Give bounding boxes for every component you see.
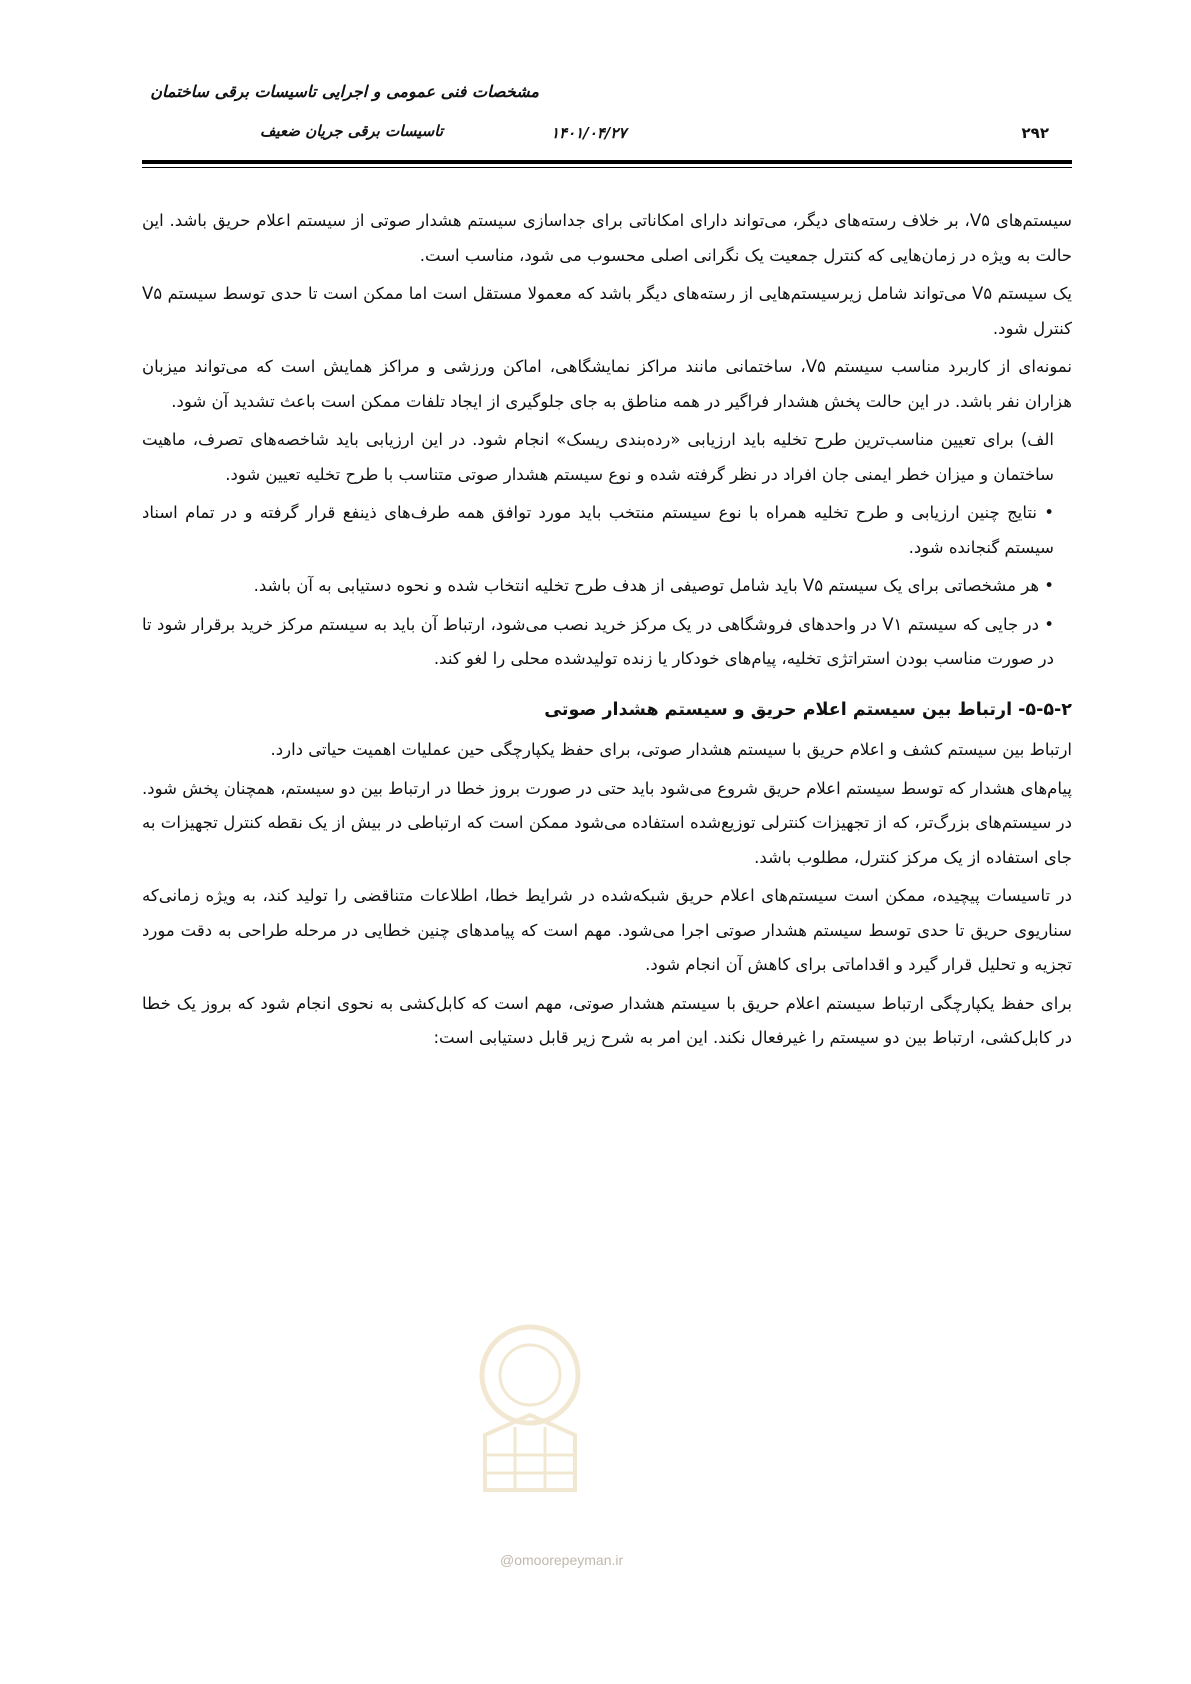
paragraph: ارتباط بین سیستم کشف و اعلام حریق با سیستم هشدار صوتی، برای حفظ یکپارچگی حین عملیات اهمیت حیاتی دارد. <box>270 740 1072 759</box>
paragraph: در تاسیسات پیچیده، ممکن است سیستم‌های اعلام حریق شبکه‌شده در شرایط خطا، اطلاعات متناقضی را تولید کند، به ویژه زمانی‌که سناریوی حریق تا حدی توسط سیستم هشدار صوتی اجرا می‌شود. مهم است که پیامدهای چنین خطایی در مرحله طراحی به دقت مورد تجزیه و تحلیل قرار گیرد و اقداماتی برای کاهش آن انجام شود. <box>142 886 1072 974</box>
bullet-item: • هر مشخصاتی برای یک سیستم V۵ باید شامل توصیفی از هدف طرح تخلیه انتخاب شده و نحوه دستیابی به آن باشد. <box>253 576 1054 595</box>
section-heading: ۵-۵-۲- ارتباط بین سیستم اعلام حریق و سیستم هشدار صوتی <box>544 699 1072 720</box>
header-rule-thick <box>142 160 1072 164</box>
page-number: ۲۹۲ <box>1021 124 1049 142</box>
watermark-text: @omoorepeyman.ir <box>500 1552 624 1568</box>
watermark-logo-icon <box>455 1315 605 1515</box>
document-body <box>142 204 1072 1060</box>
document-subtitle: تاسیسات برقی جریان ضعیف <box>259 122 443 140</box>
paragraph: نمونه‌ای از کاربرد مناسب سیستم V۵، ساختمانی مانند مراکز نمایشگاهی، اماکن ورزشی و مراکز همایش است که می‌تواند میزبان هزاران نفر باشد. در این حالت پخش هشدار فراگیر در همه مناطق به جای جلوگیری از ایجاد تلفات ممکن است باعث تشدید آن شود. <box>142 357 1073 411</box>
document-date: ۱۴۰۱/۰۴/۲۷ <box>551 124 627 142</box>
paragraph: پیام‌های هشدار که توسط سیستم اعلام حریق شروع می‌شود باید حتی در صورت بروز خطا در ارتباط بین دو سیستم، همچنان پخش شود. در سیستم‌های بزرگ‌تر، که از تجهیزات کنترلی توزیع‌شده استفاده می‌شود ممکن است که ارتباطی در بیش از یک نقطه کنترل تجهیزات به جای استفاده از یک مرکز کنترل، مطلوب باشد. <box>142 778 1072 867</box>
bullet-item: • نتایج چنین ارزیابی و طرح تخلیه همراه با نوع سیستم منتخب باید مورد توافق همه طرف‌های ذینفع قرار گرفته و در تمام اسناد سیستم گنجانده شود. <box>142 503 1054 557</box>
document-title: مشخصات فنی عمومی و اجرایی تاسیسات برقی ساختمان <box>150 82 539 101</box>
paragraph: سیستم‌های V۵، بر خلاف رسته‌های دیگر، می‌تواند دارای امکاناتی برای جداسازی سیستم هشدار صوتی از سیستم اعلام حریق باشد. این حالت به ویژه در زمان‌هایی که کنترل جمعیت یک نگرانی اصلی محسوب می شود، مناسب است. <box>142 211 1072 265</box>
paragraph: برای حفظ یکپارچگی ارتباط سیستم اعلام حریق با سیستم هشدار صوتی، مهم است که کابل‌کشی به نحوی انجام شود که بروز یک خطا در کابل‌کشی، ارتباط بین دو سیستم را غیرفعال نکند. این امر به شرح زیر قابل دستیابی است: <box>142 993 1072 1047</box>
paragraph: یک سیستم V۵ می‌تواند شامل زیرسیستم‌هایی از رسته‌های دیگر باشد که معمولا مستقل است اما ممکن است تا حدی توسط سیستم V۵ کنترل شود. <box>142 284 1072 338</box>
bullet-item: • در جایی که سیستم V۱ در واحدهای فروشگاهی در یک مرکز خرید نصب می‌شود، ارتباط آن باید به سیستم مرکز خرید برقرار شود تا در صورت مناسب بودن استراتژی تخلیه، پیام‌های خودکار یا زنده تولیدشده محلی را لغو کند. <box>142 614 1054 668</box>
header-rule-thin <box>142 167 1072 168</box>
paragraph-item-alef: الف) برای تعیین مناسب‌ترین طرح تخلیه باید ارزیابی «رده‌بندی ریسک» انجام شود. در این ارزیابی باید شاخصه‌های تصرف، ماهیت ساختمان و میزان خطر ایمنی جان افراد در نظر گرفته شده و نوع سیستم هشدار صوتی متناسب با طرح تخلیه تعیین شود. <box>142 430 1054 484</box>
